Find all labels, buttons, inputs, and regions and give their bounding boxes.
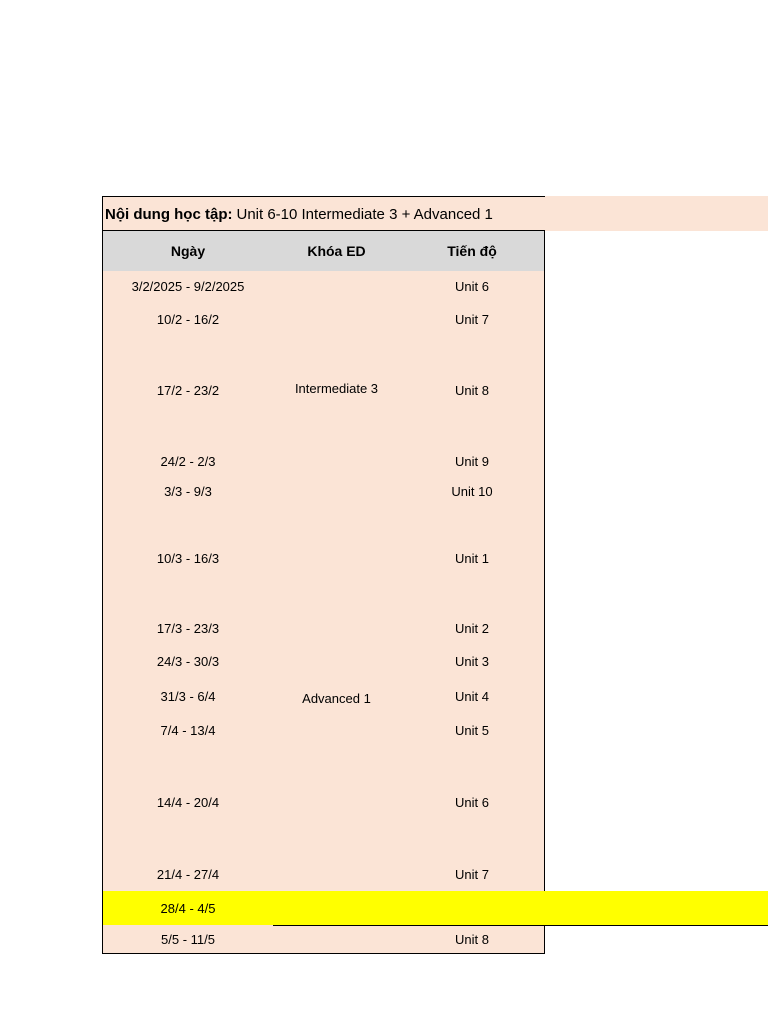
date-cell: 17/3 - 23/3 <box>102 611 274 646</box>
unit-cell: Unit 1 <box>400 505 545 612</box>
title-value: Unit 6-10 Intermediate 3 + Advanced 1 <box>236 205 493 223</box>
unit-cell: Unit 5 <box>400 714 545 748</box>
date-cell: 31/3 - 6/4 <box>102 678 274 715</box>
unit-cell: Unit 9 <box>400 444 545 479</box>
date-cell: 24/2 - 2/3 <box>102 444 274 479</box>
date-cell: 3/2/2025 - 9/2/2025 <box>102 271 274 303</box>
course-cell-advanced-1: Advanced 1 <box>273 505 401 892</box>
unit-cell: Unit 8 <box>400 925 545 954</box>
unit-cell: Unit 3 <box>400 645 545 679</box>
unit-cell: Unit 8 <box>400 337 545 445</box>
header-date: Ngày <box>102 230 274 272</box>
date-cell: 17/2 - 23/2 <box>102 337 274 445</box>
date-cell: 5/5 - 11/5 <box>102 925 274 954</box>
unit-cell: Unit 6 <box>400 747 545 859</box>
date-cell-highlight: 28/4 - 4/5 <box>102 891 274 926</box>
unit-cell: Unit 7 <box>400 302 545 338</box>
header-course: Khóa ED <box>273 230 401 272</box>
date-cell: 10/3 - 16/3 <box>102 505 274 612</box>
course-cell-intermediate-3: Intermediate 3 <box>273 271 401 506</box>
highlight-band <box>273 891 768 926</box>
course-cell-empty <box>273 925 401 954</box>
date-cell: 24/3 - 30/3 <box>102 645 274 679</box>
title-row <box>102 196 768 231</box>
date-cell: 7/4 - 13/4 <box>102 714 274 748</box>
date-cell: 3/3 - 9/3 <box>102 478 274 506</box>
title-box <box>102 196 545 231</box>
unit-cell: Unit 10 <box>400 478 545 506</box>
title-label: Nội dung học tập: <box>105 205 233 223</box>
date-cell: 21/4 - 27/4 <box>102 858 274 892</box>
unit-cell: Unit 4 <box>400 678 545 715</box>
date-cell: 10/2 - 16/2 <box>102 302 274 338</box>
unit-cell: Unit 6 <box>400 271 545 303</box>
unit-cell: Unit 2 <box>400 611 545 646</box>
unit-cell: Unit 7 <box>400 858 545 892</box>
header-progress: Tiến độ <box>400 230 545 272</box>
date-cell: 14/4 - 20/4 <box>102 747 274 859</box>
